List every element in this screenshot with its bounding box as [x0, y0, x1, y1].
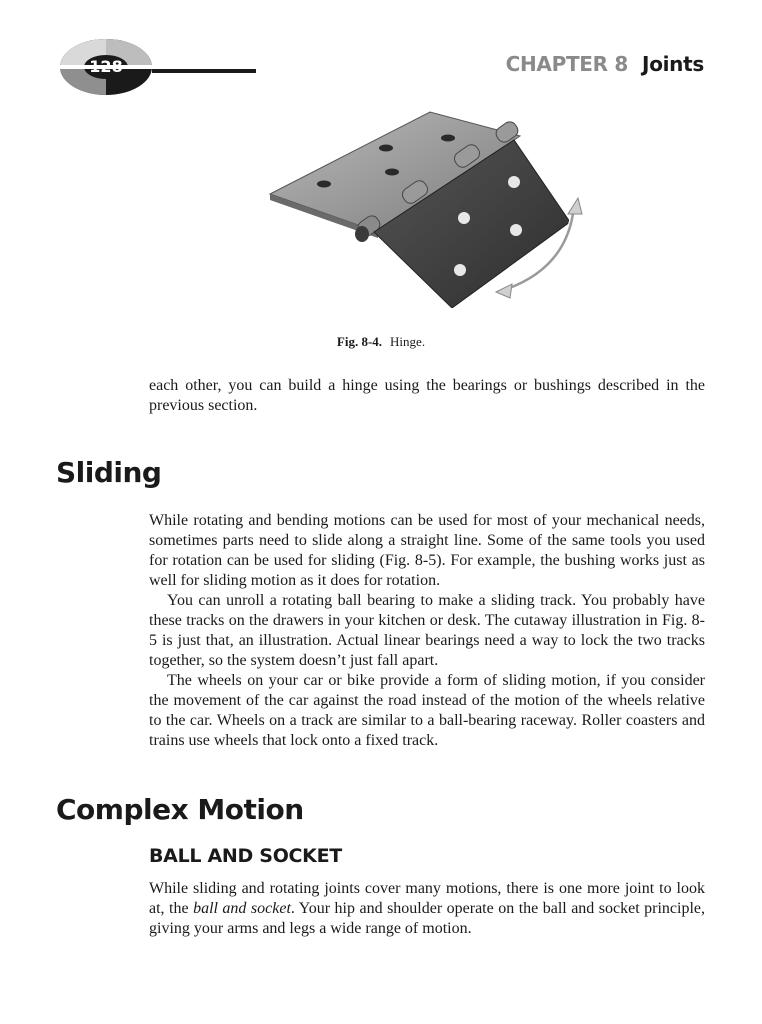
sliding-paragraph: The wheels on your car or bike provide a form of sliding motion, if you consider the movement of the car against the road instead of the motion of the wheels relative to the car. Wheels on a track are similar to a ball-bearing raceway. Roller coasters and trains use wheels that lock onto a fixed track.	[149, 672, 705, 749]
figure-caption-text: Hinge.	[390, 334, 426, 349]
ball-socket-body	[149, 879, 705, 939]
running-head	[506, 52, 704, 76]
page-number: 128	[89, 57, 123, 76]
hinge-illustration	[262, 98, 602, 308]
continuation-paragraph	[149, 376, 705, 416]
figure-caption	[0, 334, 762, 350]
figure-label: Fig. 8-4.	[336, 334, 383, 349]
sliding-paragraph: While rotating and bending motions can be used for most of your mechanical needs, sometimes parts need to slide along a straight line. Some of the same tools you used for rotation can be used for sliding (Fig. 8-5). For example, the bushing works just as well for sliding motion as it does for rotation.	[149, 512, 705, 589]
paragraph-text: While sliding and rotating joints cover many motions, there is one more joint to look at, the	[149, 880, 705, 917]
section-heading-sliding: Sliding	[56, 456, 162, 489]
sliding-body	[149, 511, 705, 751]
ball-socket-paragraph	[149, 879, 705, 939]
chapter-label: CHAPTER 8	[505, 52, 629, 76]
chapter-name: Joints	[642, 52, 704, 76]
continuation-text: each other, you can build a hinge using the bearings or bushings described in the previous section.	[149, 377, 705, 414]
emphasis-text: ball and socket	[193, 900, 291, 917]
sliding-paragraph: You can unroll a rotating ball bearing to make a sliding track. You probably have these tracks on the drawers in your kitchen or desk. The cutaway illustration in Fig. 8-5 is just that, an illustration. Actual linear bearings need a way to lock the two tracks together, so the system doesn’t just fall apart.	[149, 592, 705, 669]
subheading-ball-and-socket: BALL AND SOCKET	[149, 845, 342, 867]
paragraph-text: . Your hip and shoulder operate on the ball and socket principle, giving your arms and legs a wide range of motion.	[149, 900, 706, 937]
section-heading-complex-motion: Complex Motion	[56, 793, 304, 826]
